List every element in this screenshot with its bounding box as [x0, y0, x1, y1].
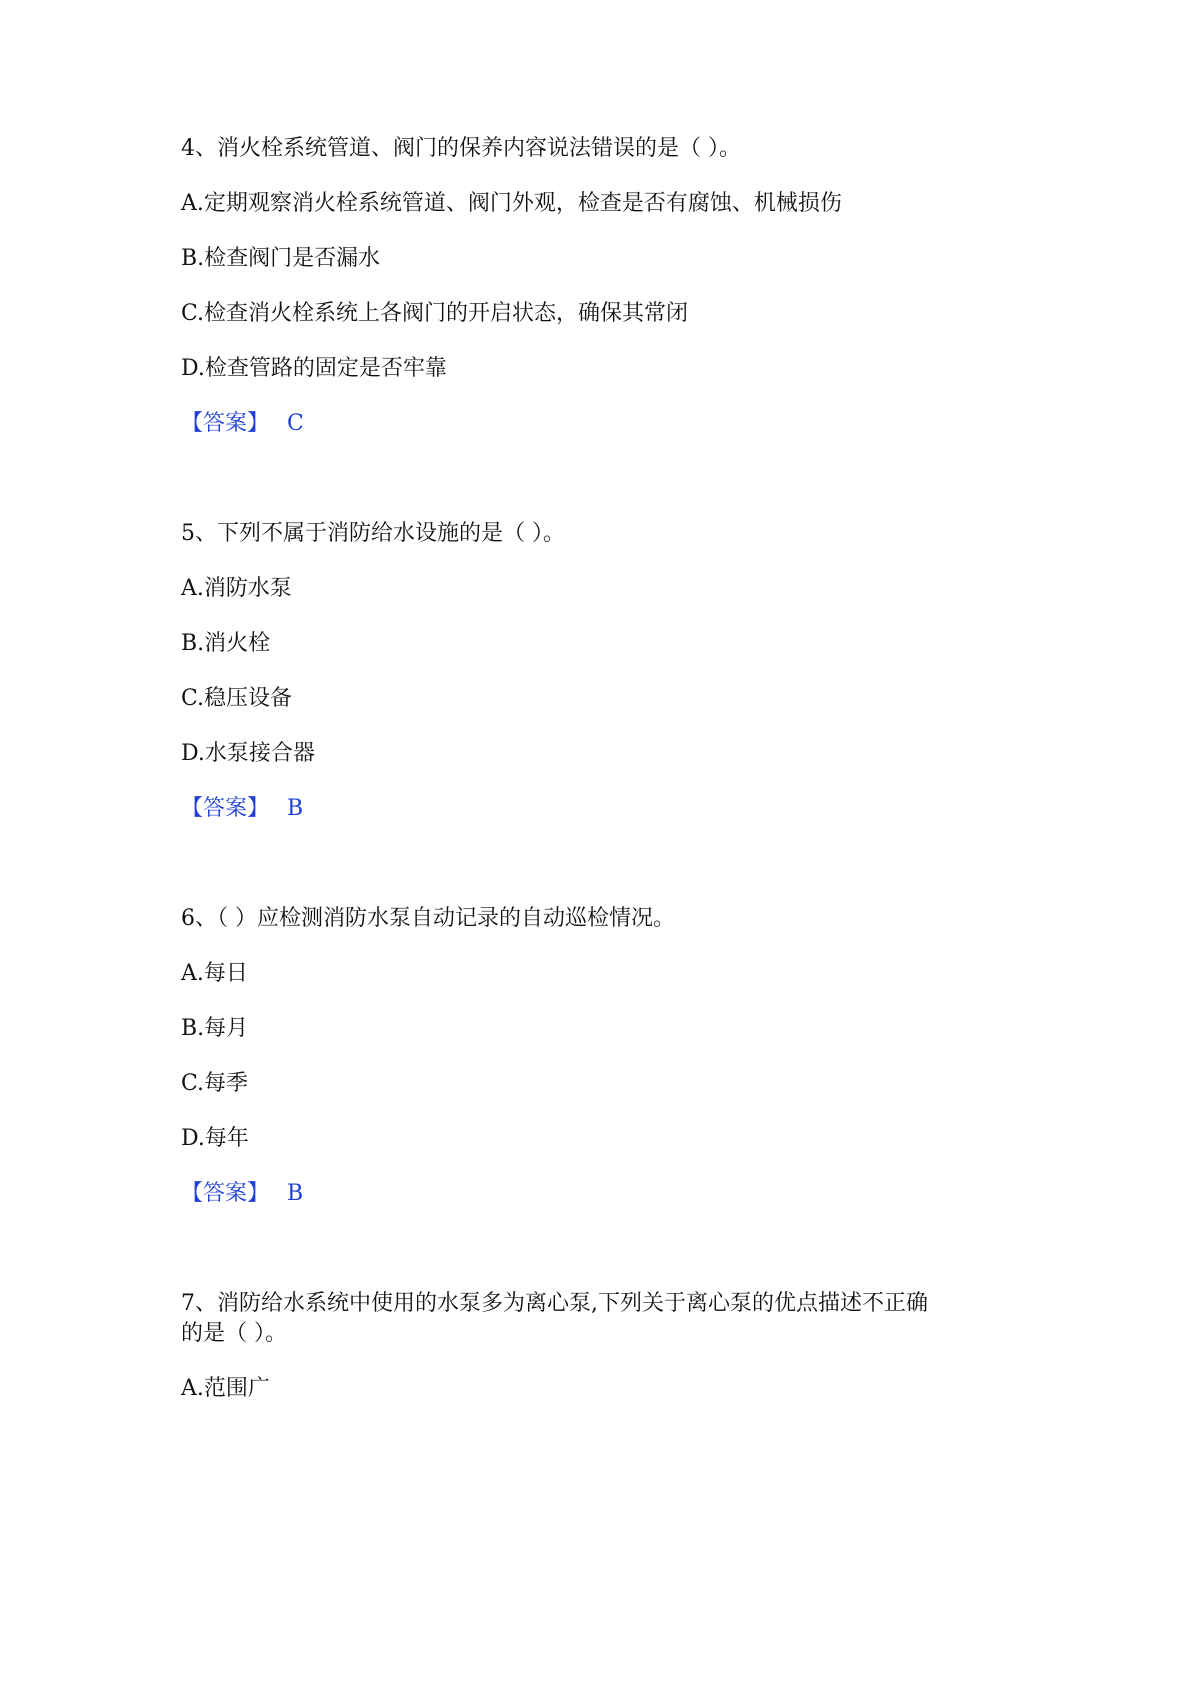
question-4-option-a: A.定期观察消火栓系统管道、阀门外观，检查是否有腐蚀、机械损伤	[181, 191, 842, 216]
question-6-option-a: A.每日	[181, 961, 248, 986]
question-5-option-c: C.稳压设备	[181, 686, 293, 711]
question-4-option-c: C.检查消火栓系统上各阀门的开启状态，确保其常闭	[181, 301, 689, 326]
question-7-stem-line-2: 的是（ ）。	[181, 1321, 287, 1346]
question-6-option-d: D.每年	[181, 1126, 249, 1151]
question-5-answer	[181, 794, 303, 824]
answer-label: 【答案】	[181, 796, 270, 821]
question-6-stem: 6、（ ）应检测消防水泵自动记录的自动巡检情况。	[181, 906, 675, 931]
question-6-option-b: B.每月	[181, 1016, 249, 1041]
question-5-option-a: A.消防水泵	[181, 576, 292, 601]
answer-label: 【答案】	[181, 411, 270, 436]
answer-label: 【答案】	[181, 1181, 270, 1206]
question-7-option-a: A.范围广	[181, 1376, 270, 1401]
question-5-option-d: D.水泵接合器	[181, 741, 315, 766]
question-6-option-c: C.每季	[181, 1071, 249, 1096]
question-4-stem: 4、消火栓系统管道、阀门的保养内容说法错误的是（ ）。	[181, 136, 741, 161]
question-7-stem-line-1: 7、消防给水系统中使用的水泵多为离心泵,下列关于离心泵的优点描述不正确	[181, 1291, 928, 1316]
question-4-answer	[181, 409, 304, 439]
answer-value: C	[287, 411, 304, 436]
question-6-answer	[181, 1179, 303, 1209]
answer-value: B	[287, 1181, 304, 1206]
answer-value: B	[287, 796, 304, 821]
question-5-stem: 5、下列不属于消防给水设施的是（ ）。	[181, 521, 565, 546]
question-4-option-b: B.检查阀门是否漏水	[181, 246, 381, 271]
question-4-option-d: D.检查管路的固定是否牢靠	[181, 356, 447, 381]
question-5-option-b: B.消火栓	[181, 631, 271, 656]
